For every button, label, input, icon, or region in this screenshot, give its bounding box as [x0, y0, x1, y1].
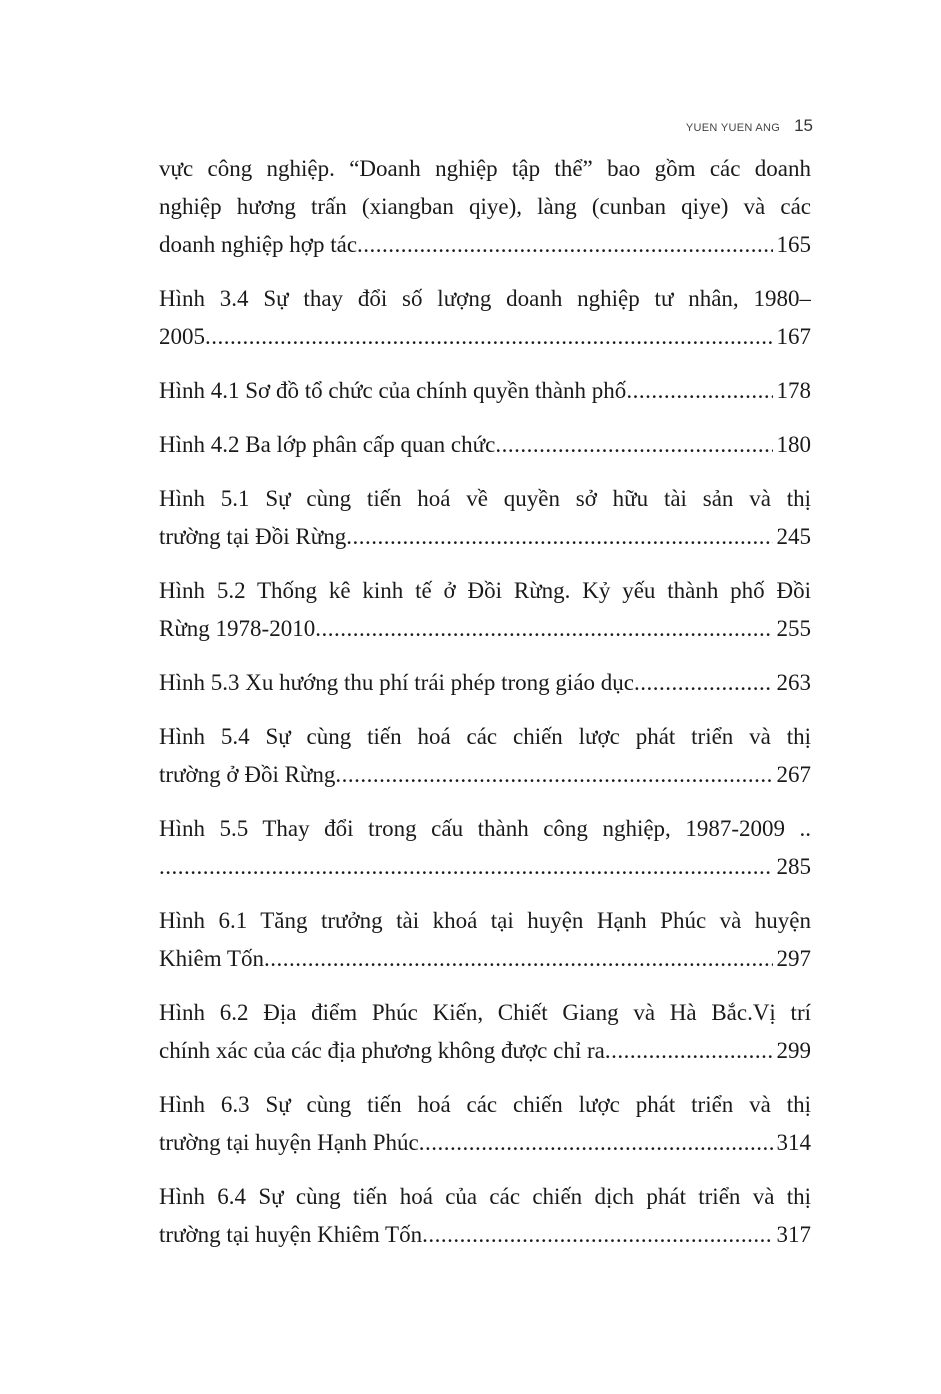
dot-leader — [335, 756, 772, 794]
toc-entry-line: Hình 6.4 Sự cùng tiến hoá của các chiến dịch phát triển và thị — [159, 1184, 811, 1209]
dot-leader — [605, 1032, 773, 1070]
toc-entry-page-number: 314 — [776, 1130, 811, 1155]
toc-entry-page-number: 317 — [776, 1222, 811, 1247]
toc-entry — [159, 480, 811, 556]
toc-entry — [159, 426, 811, 464]
toc-entry-page-number: 263 — [776, 670, 811, 695]
toc-entry — [159, 280, 811, 356]
toc-entry-text: trường tại Đồi Rừng — [159, 524, 347, 549]
toc-entry-last-line — [159, 940, 811, 978]
toc-entry-last-line — [159, 664, 811, 702]
toc-entry-line: Hình 5.1 Sự cùng tiến hoá về quyền sở hữu tài sản và thị — [159, 486, 811, 511]
list-of-figures — [159, 150, 811, 1270]
toc-entry-line: nghiệp hương trấn (xiangban qiye), làng (cunban qiye) và các — [159, 194, 811, 219]
dot-leader — [205, 318, 773, 356]
toc-entry-text: doanh nghiệp hợp tác — [159, 232, 358, 257]
toc-entry-line: Hình 6.2 Địa điểm Phúc Kiến, Chiết Giang và Hà Bắc.Vị trí — [159, 1000, 811, 1025]
toc-entry-page-number: 255 — [776, 616, 811, 641]
toc-entry — [159, 718, 811, 794]
toc-entry-line: vực công nghiệp. “Doanh nghiệp tập thể” bao gồm các doanh — [159, 156, 811, 181]
toc-entry-last-line — [159, 426, 811, 464]
toc-entry-line: Hình 3.4 Sự thay đổi số lượng doanh nghiệp tư nhân, 1980– — [159, 286, 811, 311]
toc-entry-last-line — [159, 1032, 811, 1070]
toc-entry-last-line — [159, 518, 811, 556]
dot-leader — [159, 848, 773, 886]
toc-entry-text: trường tại huyện Khiêm Tốn — [159, 1222, 423, 1247]
toc-entry — [159, 1086, 811, 1162]
toc-entry — [159, 150, 811, 264]
toc-entry — [159, 902, 811, 978]
dot-leader — [419, 1124, 773, 1162]
toc-entry-page-number: 165 — [776, 232, 811, 257]
toc-entry-text: Hình 4.1 Sơ đồ tổ chức của chính quyền thành phố — [159, 378, 627, 403]
toc-entry-last-line — [159, 1124, 811, 1162]
toc-entry-last-line — [159, 372, 811, 410]
toc-entry-page-number: 178 — [776, 378, 811, 403]
toc-entry-line: Hình 5.5 Thay đổi trong cấu thành công nghiệp, 1987-2009 .. — [159, 816, 811, 841]
toc-entry-last-line — [159, 756, 811, 794]
dot-leader — [264, 940, 773, 978]
toc-entry — [159, 810, 811, 886]
toc-entry-text: Hình 5.3 Xu hướng thu phí trái phép trong giáo dục — [159, 670, 634, 695]
toc-entry — [159, 572, 811, 648]
toc-entry-text: Hình 4.2 Ba lớp phân cấp quan chức — [159, 432, 496, 457]
toc-entry-text: chính xác của các địa phương không được chỉ ra — [159, 1038, 605, 1063]
toc-entry-last-line — [159, 848, 811, 886]
toc-entry-last-line — [159, 1216, 811, 1254]
toc-entry-page-number: 180 — [776, 432, 811, 457]
toc-entry-line: Hình 5.2 Thống kê kinh tế ở Đồi Rừng. Kỷ yếu thành phố Đồi — [159, 578, 811, 603]
running-header-author: YUEN YUEN ANG — [685, 122, 781, 134]
toc-entry-text: 2005 — [159, 324, 205, 349]
dot-leader — [346, 518, 772, 556]
toc-entry-text: trường ở Đồi Rừng — [159, 762, 336, 787]
toc-entry-text: Khiêm Tốn — [159, 946, 264, 971]
dot-leader — [315, 610, 772, 648]
running-header — [686, 116, 813, 136]
toc-entry-last-line — [159, 318, 811, 356]
toc-entry-page-number: 299 — [776, 1038, 811, 1063]
dot-leader — [495, 426, 772, 464]
toc-entry — [159, 994, 811, 1070]
toc-entry-text: trường tại huyện Hạnh Phúc — [159, 1130, 419, 1155]
toc-entry-last-line — [159, 226, 811, 264]
toc-entry — [159, 372, 811, 410]
toc-entry-text: Rừng 1978-2010 — [159, 616, 316, 641]
toc-entry-last-line — [159, 610, 811, 648]
toc-entry-page-number: 167 — [776, 324, 811, 349]
toc-entry-page-number: 297 — [776, 946, 811, 971]
dot-leader — [634, 664, 773, 702]
toc-entry-line: Hình 6.1 Tăng trưởng tài khoá tại huyện Hạnh Phúc và huyện — [159, 908, 811, 933]
toc-entry — [159, 1178, 811, 1254]
page-number: 15 — [794, 116, 813, 135]
toc-entry-page-number: 245 — [776, 524, 811, 549]
dot-leader — [357, 226, 772, 264]
toc-entry-line: Hình 6.3 Sự cùng tiến hoá các chiến lược phát triển và thị — [159, 1092, 811, 1117]
dot-leader — [626, 372, 772, 410]
toc-entry — [159, 664, 811, 702]
toc-entry-page-number: 285 — [776, 854, 811, 879]
toc-entry-page-number: 267 — [776, 762, 811, 787]
dot-leader — [422, 1216, 772, 1254]
toc-entry-line: Hình 5.4 Sự cùng tiến hoá các chiến lược phát triển và thị — [159, 724, 811, 749]
